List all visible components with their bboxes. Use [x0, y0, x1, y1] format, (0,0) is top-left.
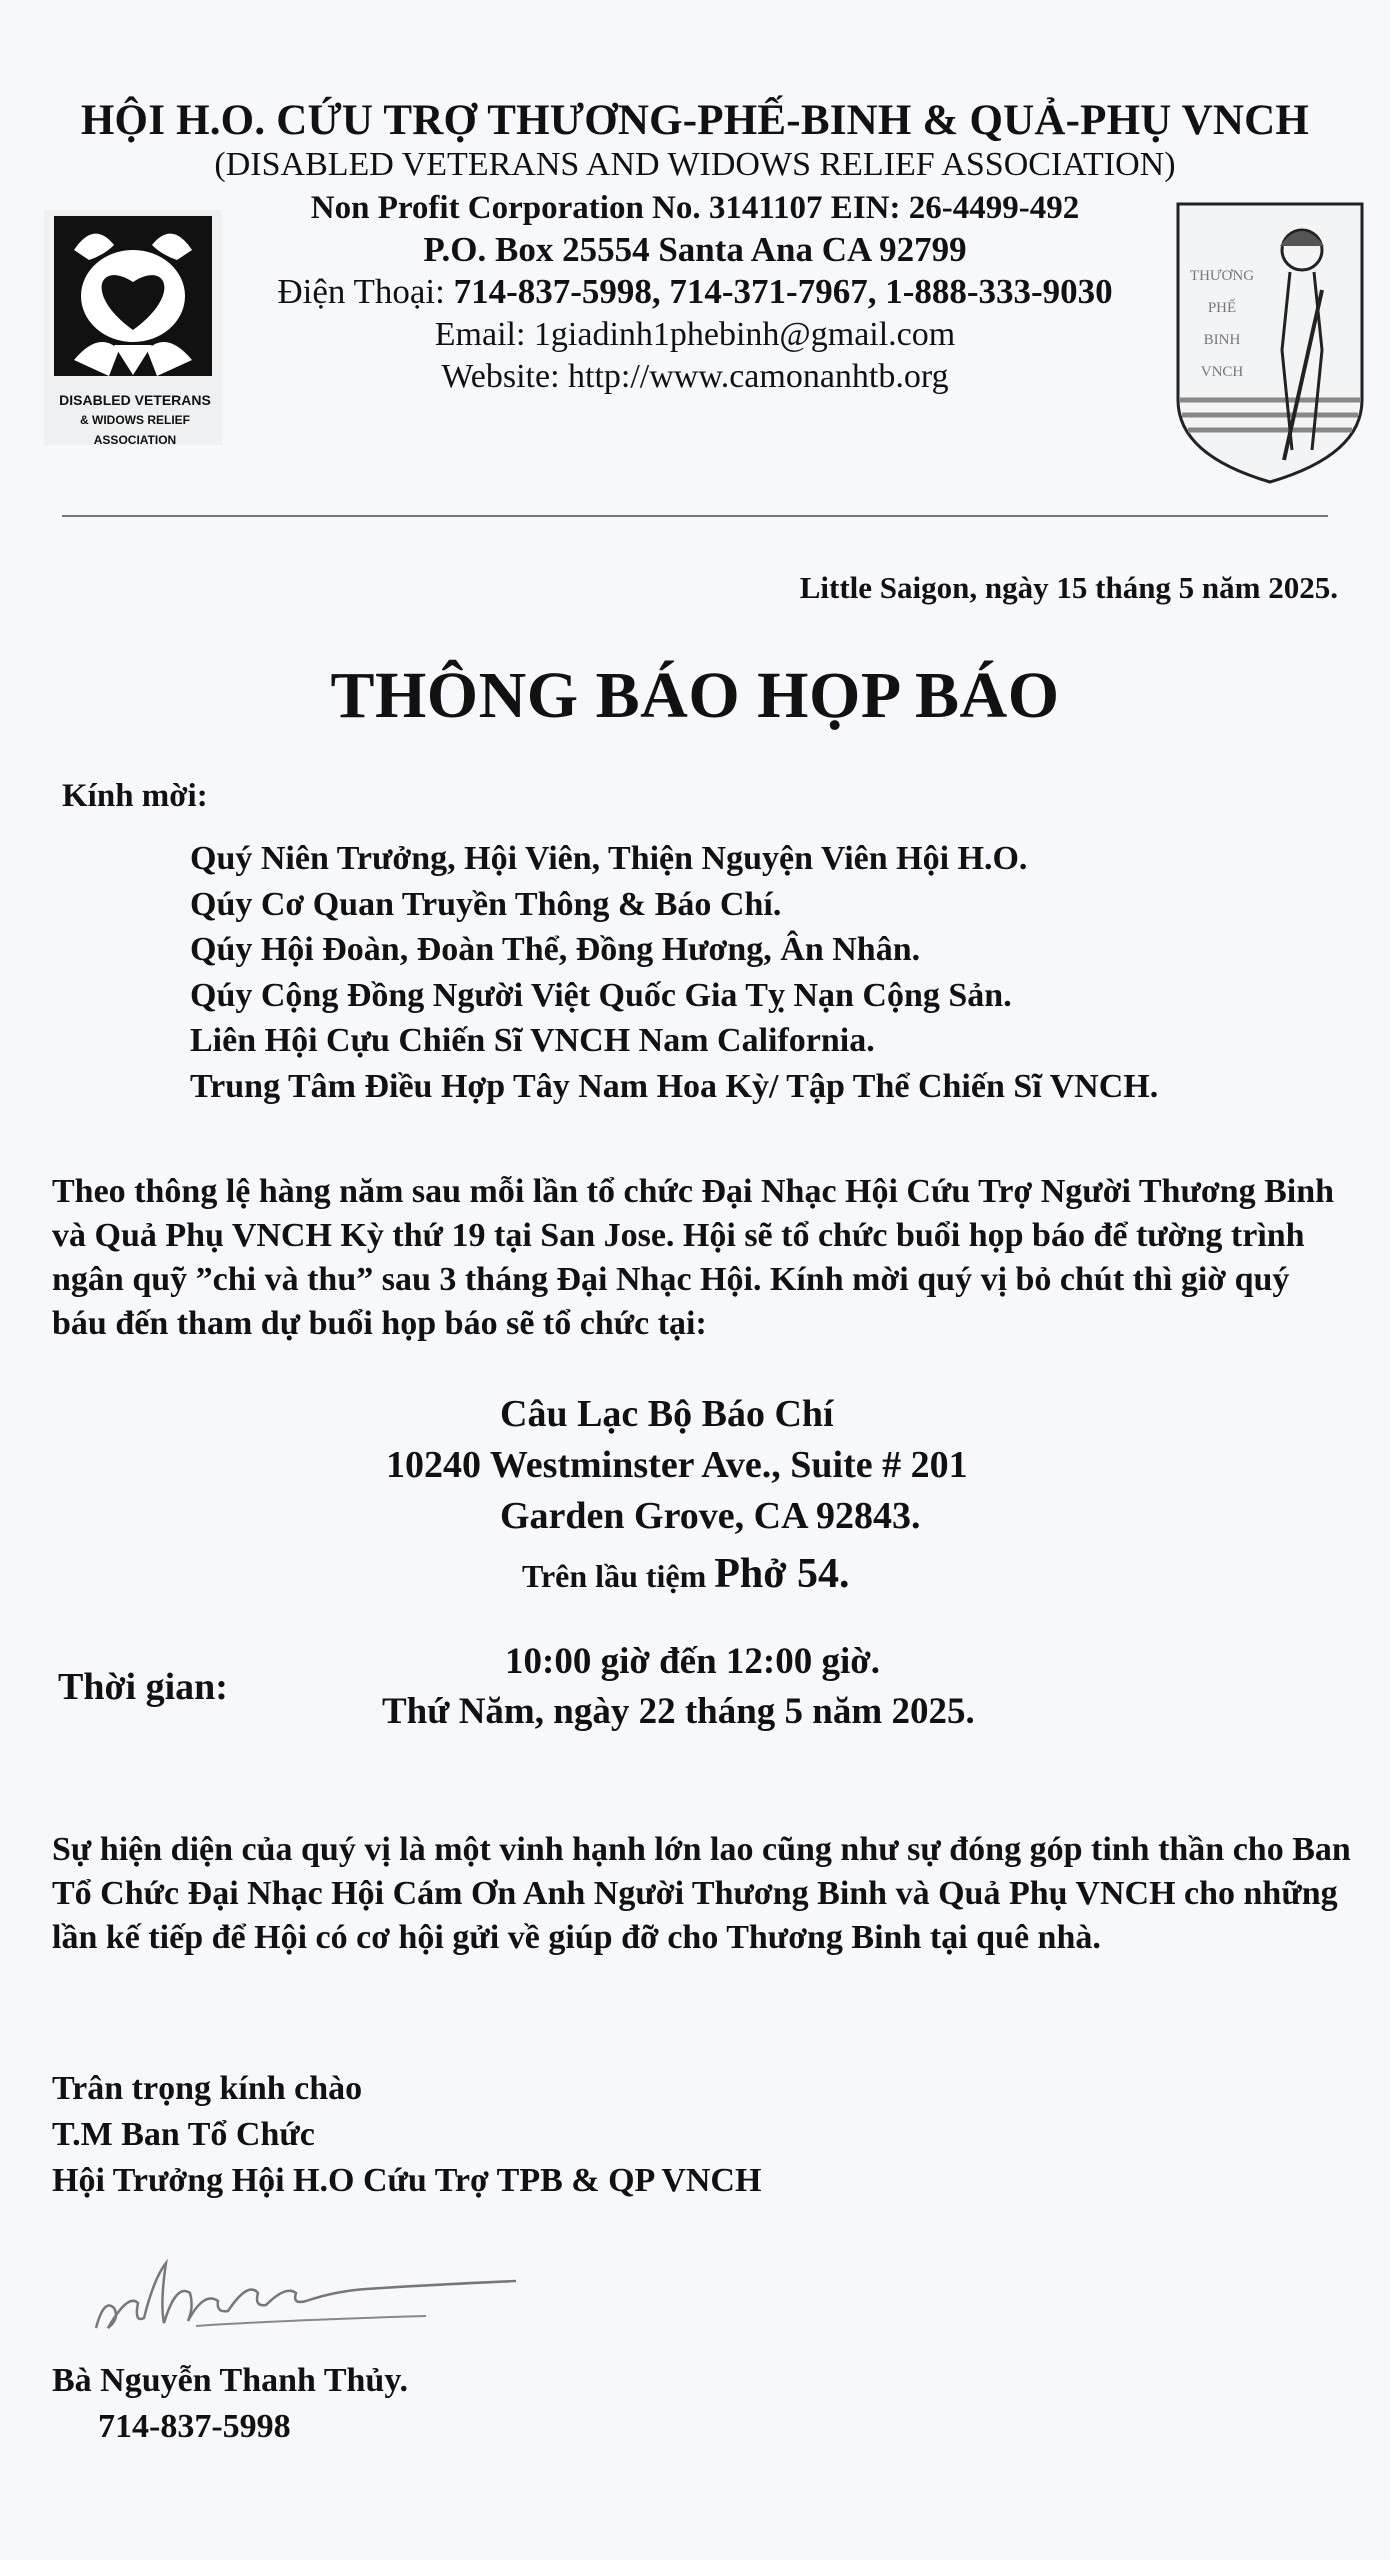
veteran-shield-emblem-icon — [1172, 200, 1368, 485]
logo-caption-line-1: DISABLED VETERANS — [59, 392, 211, 408]
venue-address-1: 10240 Westminster Ave., Suite # 201 — [386, 1444, 968, 1486]
email-line[interactable]: Email: 1giadinh1phebinh@gmail.com — [434, 316, 956, 353]
emblem-text-3: BINH — [1203, 332, 1241, 348]
emblem-text-4: VNCH — [1200, 364, 1244, 380]
signer-name: Bà Nguyễn Thanh Thủy. — [52, 2362, 408, 2399]
invitee-item: Qúy Cộng Đồng Người Việt Quốc Gia Tỵ Nạn Cộng Sản. — [190, 976, 1012, 1014]
greeting: Kính mời: — [62, 778, 208, 814]
po-box: P.O. Box 25554 Santa Ana CA 92799 — [423, 230, 967, 269]
venue-name: Câu Lạc Bộ Báo Chí — [500, 1393, 834, 1435]
corporation-line: Non Profit Corporation No. 3141107 EIN: 26-4499-492 — [310, 190, 1080, 226]
invitee-item: Trung Tâm Điều Hợp Tây Nam Hoa Kỳ/ Tập Thể Chiến Sĩ VNCH. — [190, 1067, 1159, 1105]
invitee-item: Quý Niên Trưởng, Hội Viên, Thiện Nguyện Viên Hội H.O. — [190, 840, 1028, 877]
logo-caption — [40, 390, 230, 450]
organization-name-english: (DISABLED VETERANS AND WIDOWS RELIEF ASSOCIATION) — [214, 146, 1176, 183]
venue-note-prefix: Trên lầu tiệm — [522, 1558, 715, 1594]
logo-caption-line-2: & WIDOWS RELIEF ASSOCIATION — [80, 413, 190, 447]
invitee-list — [190, 836, 1158, 1109]
body-paragraph: Theo thông lệ hàng năm sau mỗi lần tổ chức Đại Nhạc Hội Cứu Trợ Người Thương Binh và Quả Phụ VNCH Kỳ thứ 19 tại San Jose. Hội sẽ tổ chức buổi họp báo để tường trình ngân quỹ ”chi và thu” sau 3 tháng Đại Nhạc Hội. Kính mời quý vị bỏ chút thì giờ quý báu đến tham dự buổi họp báo sẽ tổ chức tại: — [52, 1173, 1335, 1342]
event-date: Thứ Năm, ngày 22 tháng 5 năm 2025. — [382, 1691, 975, 1732]
signoff-line-2: T.M Ban Tổ Chức — [52, 2116, 315, 2153]
invitee-item: Qúy Hội Đoàn, Đoàn Thể, Đồng Hương, Ân Nhân. — [190, 931, 921, 968]
venue-note-restaurant: Phở 54 — [714, 1551, 840, 1597]
dateline: Little Saigon, ngày 15 tháng 5 năm 2025. — [799, 570, 1338, 605]
phone-label: Điện Thoại: — [277, 272, 454, 311]
invitee-item: Liên Hội Cựu Chiến Sĩ VNCH Nam California. — [190, 1022, 875, 1059]
organization-name: HỘI H.O. CỨU TRỢ THƯƠNG-PHẾ-BINH & QUẢ-PHỤ VNCH — [80, 97, 1310, 144]
closing-paragraph: Sự hiện diện của quý vị là một vinh hạnh lớn lao cũng như sự đóng góp tinh thần cho Ban Tổ Chức Đại Nhạc Hội Cám Ơn Anh Người Thương Binh và Quả Phụ VNCH cho những lần kế tiếp để Hội có cơ hội gửi về giúp đỡ cho Thương Binh tại quê nhà. — [52, 1831, 1351, 1956]
document-title: THÔNG BÁO HỌP BÁO — [330, 659, 1060, 732]
time-label: Thời gian: — [58, 1666, 228, 1708]
signoff-line-3: Hội Trưởng Hội H.O Cứu Trợ TPB & QP VNCH — [52, 2162, 762, 2199]
emblem-text-2: PHẾ — [1207, 300, 1237, 316]
venue-note-suffix: . — [839, 1551, 850, 1597]
venue-note — [522, 1550, 850, 1598]
phone-numbers: 714-837-5998, 714-371-7967, 1-888-333-9030 — [453, 272, 1113, 311]
signoff-line-1: Trân trọng kính chào — [52, 2070, 363, 2107]
handwritten-signature-icon — [86, 2238, 556, 2348]
venue-address-2: Garden Grove, CA 92843. — [500, 1495, 921, 1537]
invitee-item: Qúy Cơ Quan Truyền Thông & Báo Chí. — [190, 885, 782, 923]
time-range: 10:00 giờ đến 12:00 giờ. — [505, 1641, 881, 1682]
signer-phone: 714-837-5998 — [98, 2408, 291, 2445]
website-line[interactable]: Website: http://www.camonanhtb.org — [441, 358, 949, 395]
emblem-text-1: THƯƠNG — [1189, 268, 1255, 284]
header-divider — [62, 515, 1328, 517]
